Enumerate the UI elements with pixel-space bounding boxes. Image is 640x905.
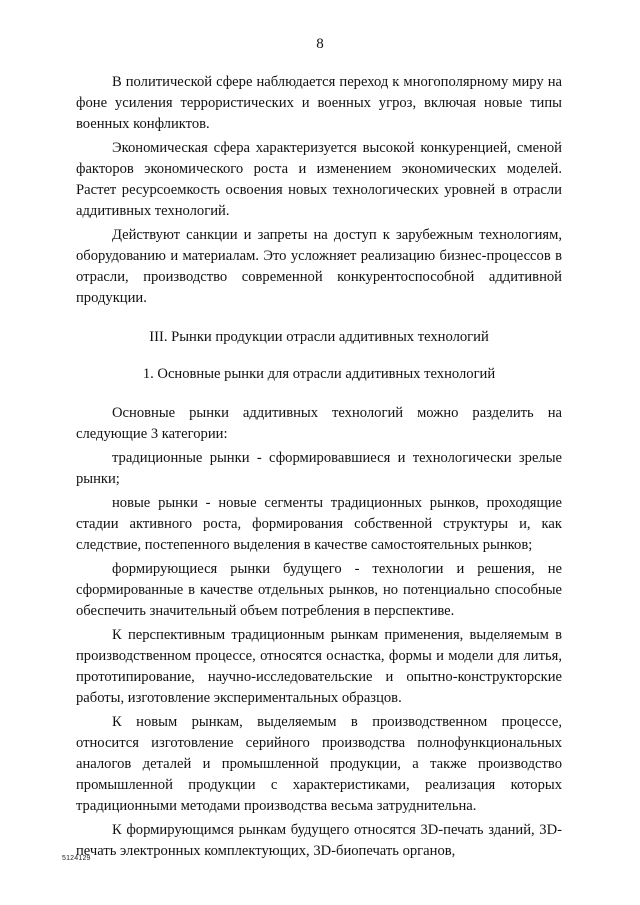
paragraph-traditional-applications: К перспективным традиционным рынкам применения, выделяемым в производственном процессе, относятся оснастка, формы и модели для литья, прототипирование, научно-исследовательские и опытно-конструкторские работы, изготовление экспериментальных образцов. (76, 627, 562, 706)
paragraph-politics: В политической сфере наблюдается переход к многополярному миру на фоне усиления террористических и военных угроз, включая новые типы военных конфликтов. (76, 74, 562, 132)
paragraph-sanctions: Действуют санкции и запреты на доступ к зарубежным технологиям, оборудованию и материалам. Это усложняет реализацию бизнес-процессов в отрасли, производство современной конкурентоспособной аддитивной продукции. (76, 227, 562, 306)
list-item-traditional-markets: традиционные рынки - сформировавшиеся и технологически зрелые рынки; (76, 450, 562, 487)
list-item-new-markets: новые рынки - новые сегменты традиционных рынков, проходящие стадии активного роста, формирования собственной структуры и, как следствие, постепенного выделения в качестве самостоятельных рынков; (76, 495, 562, 553)
document-code: 5124129 (62, 855, 91, 862)
section-heading: III. Рынки продукции отрасли аддитивных технологий (149, 329, 489, 345)
document-body (76, 72, 562, 862)
list-item-future-markets: формирующиеся рынки будущего - технологии и решения, не сформированные в качестве отдельных рынков, но потенциально способные обеспечить значительный объем потребления в перспективе. (76, 561, 562, 619)
paragraph-market-categories: Основные рынки аддитивных технологий можно разделить на следующие 3 категории: (76, 405, 562, 442)
paragraph-future-markets-detail: К формирующимся рынкам будущего относятся 3D-печать зданий, 3D-печать электронных комплектующих, 3D-биопечать органов, (76, 822, 562, 859)
paragraph-new-markets-detail: К новым рынкам, выделяемым в производственном процессе, относится изготовление серийного производства полнофункциональных аналогов деталей и промышленной продукции, а также производство промышленной продукции с характеристиками, реализация которых традиционными методами производства весьма затруднительна. (76, 714, 562, 814)
page-number: 8 (316, 36, 324, 52)
paragraph-economy: Экономическая сфера характеризуется высокой конкуренцией, сменой факторов экономического роста и изменением экономических моделей. Растет ресурсоемкость освоения новых технологических уровней в отрасли аддитивных технологий. (76, 140, 562, 219)
subsection-heading: 1. Основные рынки для отрасли аддитивных технологий (142, 366, 496, 382)
